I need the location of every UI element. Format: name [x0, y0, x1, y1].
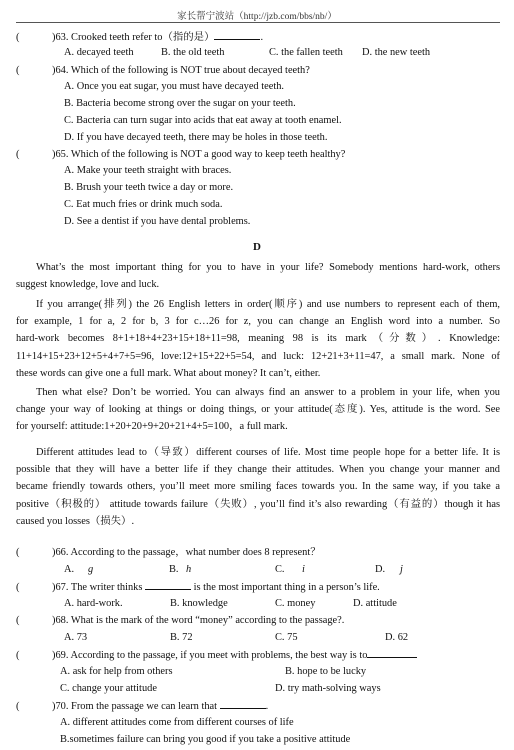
option-c: C. Bacteria can turn sugar into acids that eat away at tooth enamel.: [64, 115, 342, 126]
option-a: A. decayed teeth: [64, 47, 134, 58]
question-68-options: [64, 631, 484, 644]
option-c: C.: [275, 564, 285, 575]
question-63-options: [64, 46, 504, 59]
option-b: B. knowledge: [170, 598, 228, 609]
header-divider: [16, 22, 500, 23]
question-66-options: [64, 563, 484, 576]
option-b: B. Brush your teeth twice a day or more.: [64, 182, 234, 193]
option-c: C. 75: [275, 632, 298, 643]
question-70-stem: ( )70. From the passage we can learn that .: [16, 701, 269, 712]
answer-blank: [367, 648, 417, 658]
passage-paragraph-3: Then what else? Don’t be worried. You can always find an answer to a problem in your life, when you change your way of looking at things or doing things, or your attitude(态度). Yes, attitude is the word. See for yourself: attitude:1+20+20+9+20+21+4+5=100，a full mark.: [16, 387, 500, 433]
answer-blank: [214, 30, 260, 40]
question-64-stem: ( )64. Which of the following is NOT true about decayed teeth?: [16, 65, 310, 76]
question-69-options-row-1: [60, 665, 484, 678]
option-d-value: j: [400, 564, 403, 575]
option-a: A. different attitudes come from different courses of life: [60, 717, 294, 728]
question-66-stem: ( )66. According to the passage，what number does 8 represent？: [16, 547, 321, 558]
option-c: C. the fallen teeth: [269, 47, 343, 58]
answer-blank: [145, 580, 191, 590]
option-b: B. Bacteria become strong over the sugar on your teeth.: [64, 98, 296, 109]
passage-paragraph-1: What’s the most important thing for you to have in your life? Somebody mentions hard-work, others suggest knowledge, love and luck.: [16, 262, 500, 291]
question-69-stem: ( )69. According to the passage, if you meet with problems, the best way is to: [16, 648, 417, 662]
option-a: A. Make your teeth straight with braces.: [64, 165, 232, 176]
question-67-stem: ( )67. The writer thinks is the most important thing in a person’s life.: [16, 582, 380, 593]
option-d: D. attitude: [353, 598, 397, 609]
option-a: A. ask for help from others: [60, 666, 173, 677]
option-a-value: g: [88, 564, 94, 575]
question-67-options: [64, 597, 484, 610]
option-a: A. hard-work.: [64, 598, 123, 609]
question-68-stem: ( )68. What is the mark of the word “money” according to the passage?.: [16, 615, 345, 626]
passage-paragraph-2: If you arrange(排列) the 26 English letters in order(顺序) and use numbers to represent each of them, for example, 1 for a, 2 for b, 3 for c…26 for z, you can change an English word into a number. So hard-work becomes 8+1+18+4+23+15+18+11=98, meaning 98 is its mark（分数）. Knowledge: 11+14+15+23+12+5+4+7+5=96, love:12+15+22+5=54, and luck: 12+21+3+11=47, a small mark. None of these words can give one a full mark. What about money? It can’t, either.: [16, 299, 500, 379]
option-b-value: h: [186, 564, 192, 575]
option-b: B.: [169, 564, 179, 575]
option-b: B.sometimes failure can bring you good if you take a positive attitude: [60, 734, 351, 745]
section-title: D: [253, 241, 261, 253]
option-d: D. try math-solving ways: [275, 683, 381, 694]
passage-paragraph-4: Different attitudes lead to（导致）different courses of life. Most time people hope for a better life. It is possible that they will have a better life if they change their attitudes. When you change your manner and became friendly towards others, you’ll meet more smiling faces towards you. In the same way, if you take a positive（积极的） attitude towards failure（失败）, you’ll find it’s also rewarding（有益的）though it has caused you losses（损失）.: [16, 447, 500, 527]
option-a: A.: [64, 564, 75, 575]
answer-blank: [220, 699, 266, 709]
option-b: B. the old teeth: [161, 47, 225, 58]
option-c-value: i: [302, 564, 305, 575]
option-d: D. the new teeth: [362, 47, 431, 58]
option-b: B. hope to be lucky: [285, 666, 367, 677]
question-63-stem: ( )63. Crooked teeth refer to（指的是） .: [16, 32, 264, 43]
option-c: C. money: [275, 598, 316, 609]
option-d: D. See a dentist if you have dental problems.: [64, 216, 251, 227]
option-d: D. If you have decayed teeth, there may be holes in those teeth.: [64, 132, 328, 143]
option-a: A. Once you eat sugar, you must have decayed teeth.: [64, 81, 285, 92]
option-b: B. 72: [170, 632, 193, 643]
question-69-options-row-2: [60, 682, 484, 695]
option-d: D.: [375, 564, 386, 575]
option-c: C. change your attitude: [60, 683, 157, 694]
question-65-stem: ( )65. Which of the following is NOT a good way to keep teeth healthy?: [16, 149, 346, 160]
option-a: A. 73: [64, 632, 88, 643]
option-c: C. Eat much fries or drink much soda.: [64, 199, 223, 210]
page-header: 家长帮宁波站（http://jzb.com/bbs/nb/）: [177, 12, 337, 22]
option-d: D. 62: [385, 632, 409, 643]
